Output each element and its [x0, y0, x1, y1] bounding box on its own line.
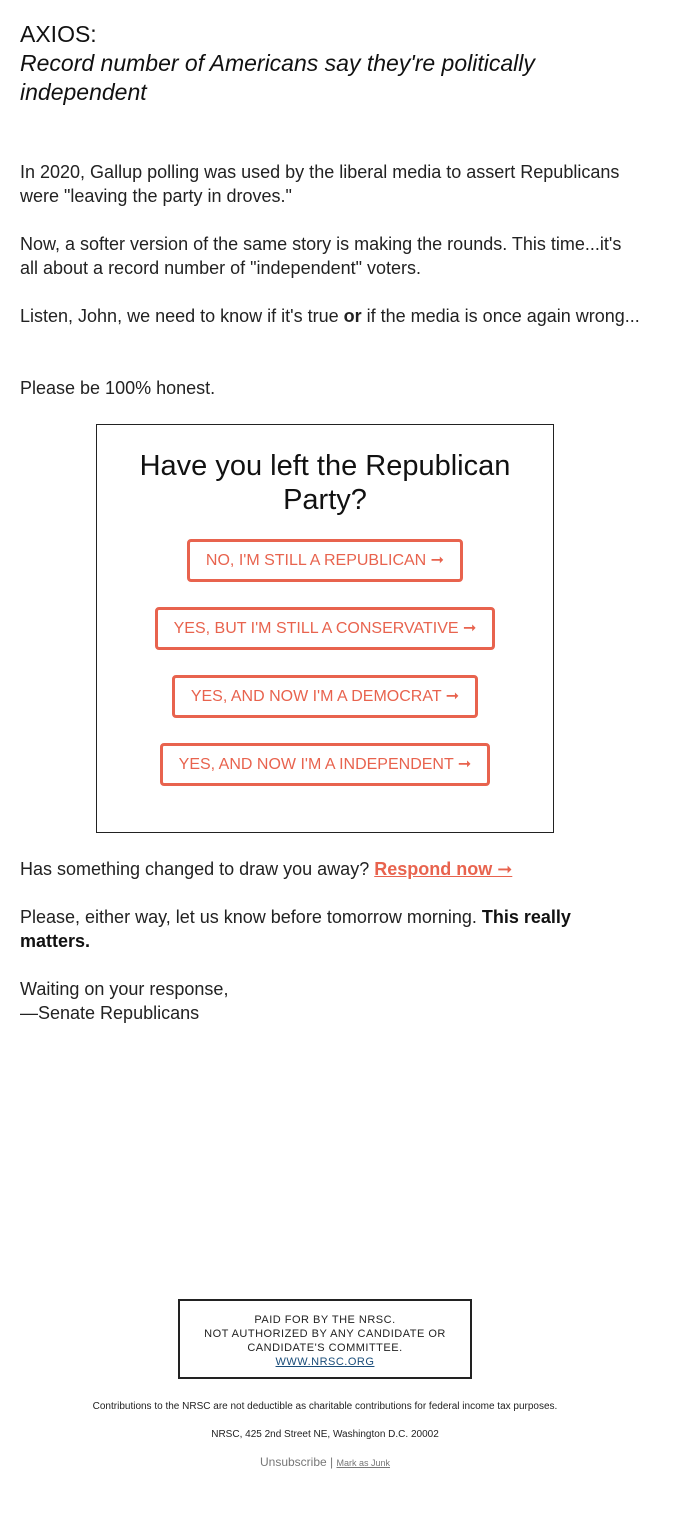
footer-links — [0, 1455, 650, 1470]
poll-option-conservative-button[interactable]: YES, BUT I'M STILL A CONSERVATIVE ➞ — [155, 607, 495, 650]
respond-now-link[interactable]: Respond now ➞ — [374, 859, 513, 879]
unsubscribe-link[interactable]: Unsubscribe — [259, 1455, 327, 1469]
headline-title: Record number of Americans say they're politically independent — [20, 50, 535, 105]
paragraph-honest: Please be 100% honest. — [20, 378, 216, 398]
email-headline — [20, 20, 640, 107]
paragraph-listen-end: if the media is once again wrong... — [361, 306, 640, 326]
paid-for-disclaimer — [178, 1299, 472, 1379]
poll-option-still-republican-button[interactable]: NO, I'M STILL A REPUBLICAN ➞ — [187, 539, 463, 582]
headline-source: AXIOS: — [20, 21, 97, 47]
poll-question: Have you left the Republican Party? — [139, 450, 511, 516]
poll-option-democrat-button[interactable]: YES, AND NOW I'M A DEMOCRAT ➞ — [172, 675, 478, 718]
disclaimer-line-2: NOT AUTHORIZED BY ANY CANDIDATE OR — [204, 1328, 446, 1340]
paragraph-listen — [20, 304, 640, 328]
paragraph-listen-start: Listen, John, we need to know if it's true — [20, 306, 344, 326]
disclaimer-line-1: PAID FOR BY THE NRSC. — [254, 1314, 396, 1326]
footer-address: NRSC, 425 2nd Street NE, Washington D.C. 20002 — [211, 1429, 439, 1440]
paragraph-changed — [20, 857, 640, 881]
signoff-block — [20, 977, 640, 1025]
nrsc-website-link[interactable]: WWW.NRSC.ORG — [275, 1356, 375, 1368]
poll-box — [96, 424, 554, 833]
paragraph-independent: Now, a softer version of the same story is making the rounds. This time...it's all about a record number of "independent" voters. — [20, 234, 622, 278]
paragraph-deadline-bold: This really matters. — [20, 907, 571, 951]
signature: —Senate Republicans — [20, 1003, 200, 1023]
paragraph-changed-text: Has something changed to draw you away? — [20, 859, 375, 879]
poll-option-independent-button[interactable]: YES, AND NOW I'M A INDEPENDENT ➞ — [160, 743, 490, 786]
footer-separator: | — [326, 1455, 337, 1469]
mark-as-junk-link[interactable]: Mark as Junk — [336, 1458, 391, 1468]
paragraph-listen-bold: or — [343, 306, 362, 326]
footer-contributions-notice: Contributions to the NRSC are not deductible as charitable contributions for federal income tax purposes. — [92, 1401, 558, 1412]
paragraph-gallup: In 2020, Gallup polling was used by the liberal media to assert Republicans were "leaving the party in droves." — [20, 162, 620, 206]
signoff-line: Waiting on your response, — [20, 979, 229, 999]
paragraph-deadline-text: Please, either way, let us know before tomorrow morning. — [20, 907, 482, 927]
paragraph-deadline — [20, 905, 640, 953]
disclaimer-line-3: CANDIDATE'S COMMITTEE. — [247, 1342, 403, 1354]
